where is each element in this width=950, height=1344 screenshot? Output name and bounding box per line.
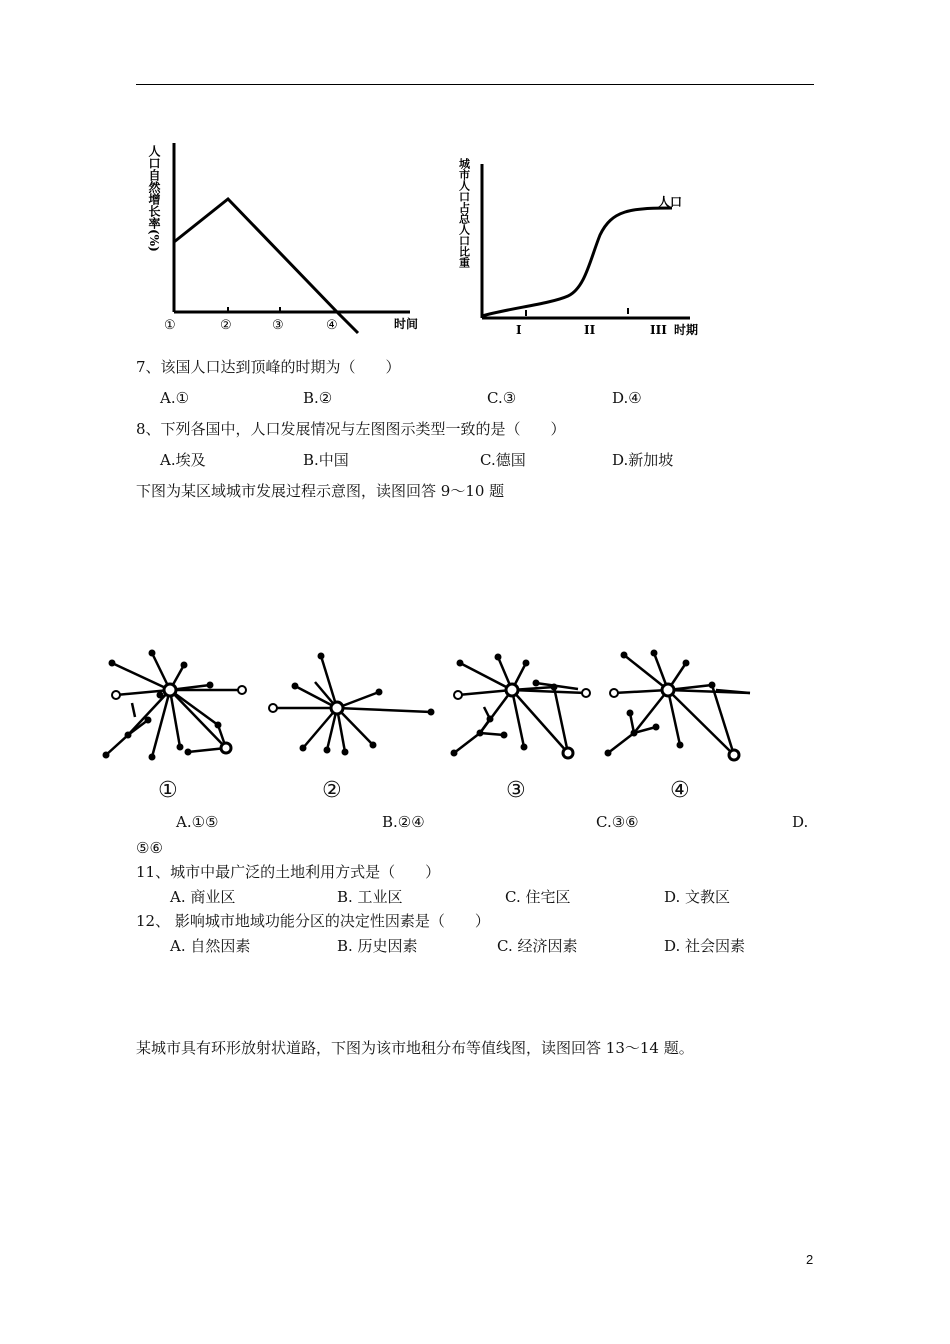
urbanization-curve <box>482 208 672 316</box>
q12-option-b: B. 历史因素 <box>337 937 418 955</box>
q10-option-c: C.③⑥ <box>596 813 639 831</box>
q10-option-d-value: ⑤⑥ <box>136 839 163 857</box>
urbanization-chart <box>457 150 720 340</box>
network-label-1: ① <box>158 778 178 803</box>
intro-13-14: 某城市具有环形放射状道路，下图为该市地租分布等值线图，读图回答 13～14 题。 <box>136 1039 694 1057</box>
q12-option-c: C. 经济因素 <box>497 937 578 955</box>
network-label-4: ④ <box>670 778 690 803</box>
q11-option-c: C. 住宅区 <box>505 888 571 906</box>
city-network-1 <box>100 645 250 770</box>
header-rule <box>136 84 814 85</box>
x-tick-4: ④ <box>326 318 338 333</box>
x-tick-1: ① <box>164 318 176 333</box>
page-number: 2 <box>806 1252 814 1267</box>
q7-stem: 7、该国人口达到顶峰的时期为（ ） <box>136 358 401 376</box>
city-network-3 <box>450 645 600 770</box>
q7-option-c: C.③ <box>487 389 517 407</box>
q7-option-d: D.④ <box>612 389 642 407</box>
q10-option-d: D. <box>792 813 809 831</box>
x-tick-3: ③ <box>272 318 284 333</box>
q10-option-a: A.①⑤ <box>176 813 219 831</box>
series-label: 人口 <box>658 195 683 209</box>
q12-option-a: A. 自然因素 <box>170 937 251 955</box>
q12-stem: 12、 影响城市地域功能分区的决定性因素是（ ） <box>136 912 490 930</box>
period-1: I <box>516 323 522 337</box>
q10-option-b: B.②④ <box>382 813 425 831</box>
q8-option-b: B.中国 <box>303 451 349 469</box>
q8-stem: 8、下列各国中，人口发展情况与左图图示类型一致的是（ ） <box>136 420 566 438</box>
x-axis-label: 时间 <box>394 317 419 331</box>
network-label-3: ③ <box>506 778 526 803</box>
x-tick-2: ② <box>220 318 232 333</box>
city-network-4 <box>600 645 760 770</box>
q8-option-c: C.德国 <box>480 451 526 469</box>
network-label-2: ② <box>322 778 342 803</box>
natural-growth-chart <box>140 135 430 340</box>
q8-option-d: D.新加坡 <box>612 451 674 469</box>
x-axis-label: 时期 <box>674 323 699 337</box>
city-network-2 <box>265 650 440 760</box>
period-2: II <box>584 323 596 337</box>
q8-option-a: A.埃及 <box>160 451 206 469</box>
q12-option-d: D. 社会因素 <box>664 937 746 955</box>
q11-option-b: B. 工业区 <box>337 888 403 906</box>
q7-option-a: A.① <box>160 389 190 407</box>
q11-option-a: A. 商业区 <box>170 888 236 906</box>
q7-option-b: B.② <box>303 389 333 407</box>
q11-option-d: D. 文教区 <box>664 888 731 906</box>
intro-9-10: 下图为某区域城市发展过程示意图，读图回答 9～10 题 <box>136 482 505 500</box>
q11-stem: 11、城市中最广泛的土地利用方式是（ ） <box>136 863 441 881</box>
y-axis-label: 人口自然增长率(%) <box>147 145 161 252</box>
period-3: III <box>650 323 667 337</box>
y-axis-label: 城市人口占总人口比重 <box>457 158 471 268</box>
